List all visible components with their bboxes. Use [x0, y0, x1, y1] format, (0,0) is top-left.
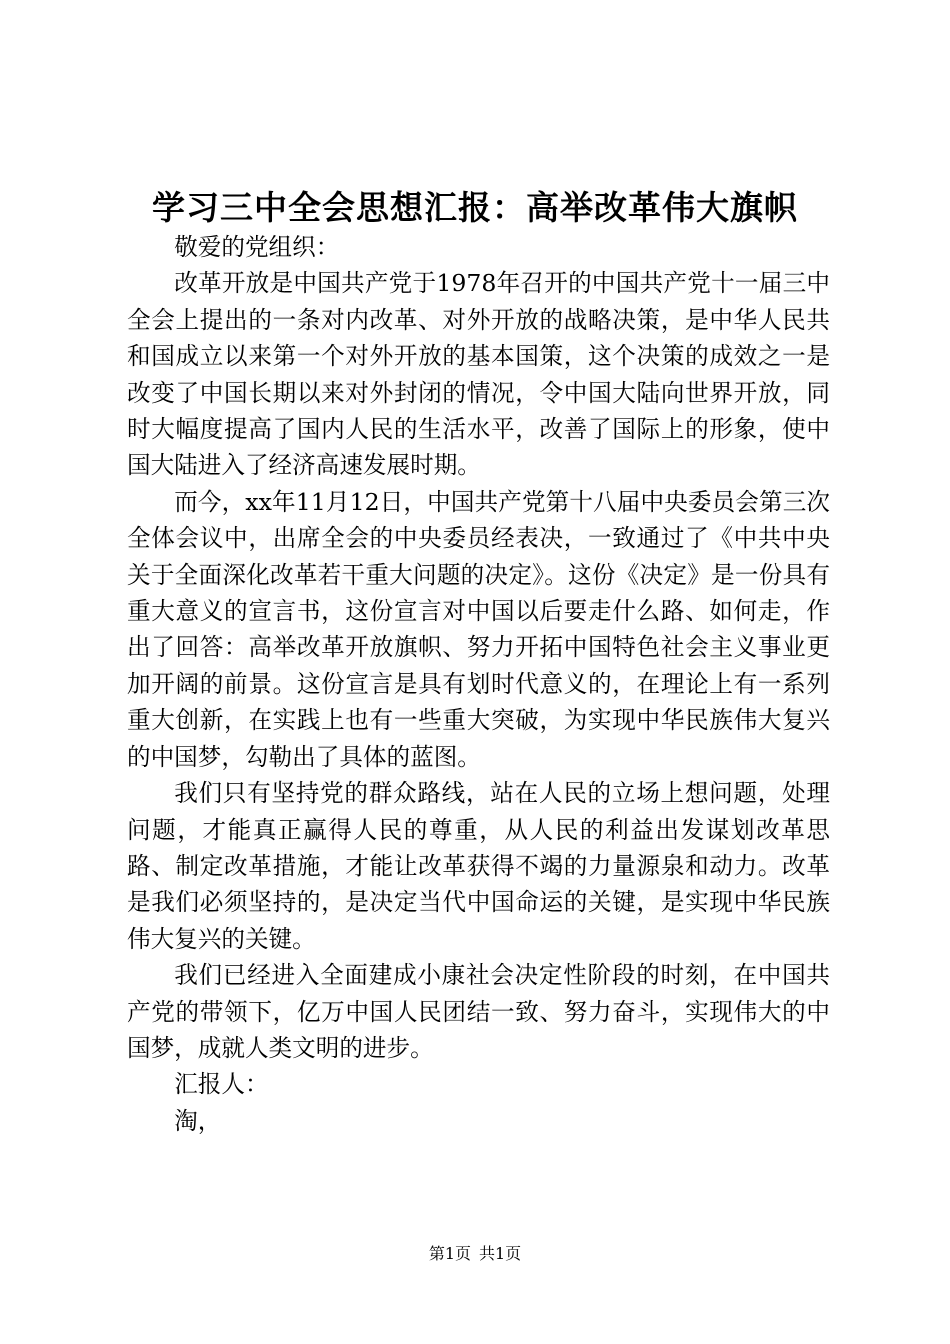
paragraph-1: 改革开放是中国共产党于1978年召开的中国共产党十一届三中全会上提出的一条对内改革、对外开放的战略决策，是中华人民共和国成立以来第一个对外开放的基本国策，这个决策的成效之一是改变了中国长期以来对外封闭的情况，令中国大陆向世界开放，同时大幅度提高了国内人民的生活水平，改善了国际上的形象，使中国大陆进入了经济高速发展时期。: [127, 269, 830, 480]
page-total: 共1页: [479, 1244, 522, 1263]
page-number: 第1页: [428, 1244, 471, 1263]
signature: 淘，: [174, 1106, 222, 1135]
reporter-label: 汇报人：: [174, 1070, 269, 1099]
document-title: 学习三中全会思想汇报：高举改革伟大旗帜: [152, 188, 798, 227]
paragraph-3: 我们只有坚持党的群众路线，站在人民的立场上想问题，处理问题，才能真正赢得人民的尊重，从人民的利益出发谋划改革思路、制定改革措施，才能让改革获得不竭的力量源泉和动力。改革是我们必须坚持的，是决定当代中国命运的关键，是实现中华民族伟大复兴的关键。: [127, 779, 830, 953]
salutation: 敬爱的党组织：: [174, 233, 340, 261]
document-body: [127, 229, 830, 1139]
paragraph-4: 我们已经进入全面建成小康社会决定性阶段的时刻，在中国共产党的带领下，亿万中国人民团结一致、努力奋斗，实现伟大的中国梦，成就人类文明的进步。: [127, 961, 830, 1062]
page-footer: [0, 1243, 950, 1265]
paragraph-2: 而今，xx年11月12日，中国共产党第十八届中央委员会第三次全体会议中，出席全会的中央委员经表决，一致通过了《中共中央关于全面深化改革若干重大问题的决定》。这份《决定》是一份具有重大意义的宣言书，这份宣言对中国以后要走什么路、如何走，作出了回答：高举改革开放旗帜、努力开拓中国特色社会主义事业更加开阔的前景。这份宣言是具有划时代意义的，在理论上有一系列重大创新，在实践上也有一些重大突破，为实现中华民族伟大复兴的中国梦，勾勒出了具体的蓝图。: [127, 487, 830, 771]
